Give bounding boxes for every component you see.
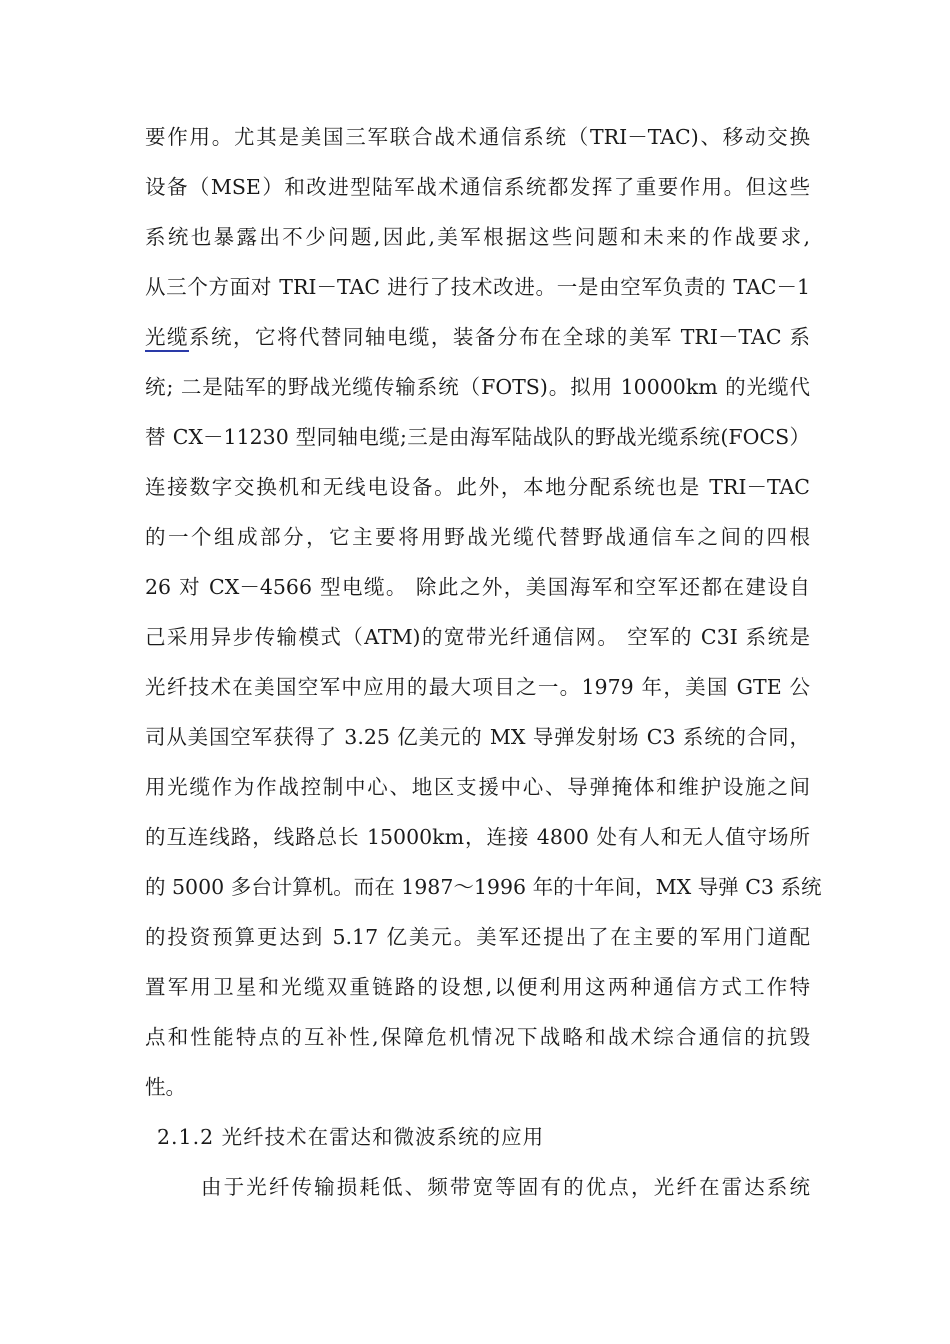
body-line: 设备（MSE）和改进型陆军战术通信系统都发挥了重要作用。但这些 — [145, 175, 810, 199]
section-heading: 2.1.2 光纤技术在雷达和微波系统的应用 — [157, 1125, 545, 1149]
body-line: 点和性能特点的互补性,保障危机情况下战略和战术综合通信的抗毁 — [145, 1025, 810, 1049]
body-line: 26 对 CX－4566 型电缆。 除此之外，美国海军和空军还都在建设自 — [145, 575, 810, 599]
underlined-term[interactable]: 光缆 — [145, 325, 189, 349]
body-line: 的 5000 多台计算机。而在 1987～1996 年的十年间，MX 导弹 C3 系统 — [145, 875, 822, 899]
body-line: 的互连线路，线路总长 15000km，连接 4800 处有人和无人值守场所 — [145, 825, 810, 849]
body-line: 要作用。尤其是美国三军联合战术通信系统（TRI－TAC)、移动交换 — [145, 125, 810, 149]
body-line: 置军用卫星和光缆双重链路的设想,以便利用这两种通信方式工作特 — [145, 975, 810, 999]
body-line: 统; 二是陆军的野战光缆传输系统（FOTS)。拟用 10000km 的光缆代 — [145, 375, 810, 399]
body-line: 连接数字交换机和无线电设备。此外，本地分配系统也是 TRI－TAC — [145, 475, 810, 499]
body-line: 替 CX－11230 型同轴电缆;三是由海军陆战队的野战光缆系统(FOCS） — [145, 425, 810, 449]
body-line: 司从美国空军获得了 3.25 亿美元的 MX 导弹发射场 C3 系统的合同， — [145, 725, 810, 749]
body-line: 用光缆作为作战控制中心、地区支援中心、导弹掩体和维护设施之间 — [145, 775, 810, 799]
body-line: 从三个方面对 TRI－TAC 进行了技术改进。一是由空军负责的 TAC－1 — [145, 275, 810, 299]
body-line-with-link — [145, 312, 810, 362]
body-line: 的投资预算更达到 5.17 亿美元。美军还提出了在主要的军用门道配 — [145, 925, 810, 949]
body-line: 性。 — [145, 1075, 186, 1099]
body-line: 己采用异步传输模式（ATM)的宽带光纤通信网。 空军的 C3I 系统是 — [145, 625, 810, 649]
body-line: 的一个组成部分，它主要将用野战光缆代替野战通信车之间的四根 — [145, 525, 810, 549]
paragraph-first-line: 由于光纤传输损耗低、频带宽等固有的优点，光纤在雷达系统 — [201, 1175, 810, 1199]
body-line: 系统也暴露出不少问题,因此,美军根据这些问题和未来的作战要求, — [145, 225, 810, 249]
document-body — [145, 112, 822, 1212]
body-line: 光纤技术在美国空军中应用的最大项目之一。1979 年，美国 GTE 公 — [145, 675, 810, 699]
body-line-rest: 系统，它将代替同轴电缆，装备分布在全球的美军 TRI－TAC 系 — [188, 325, 811, 349]
